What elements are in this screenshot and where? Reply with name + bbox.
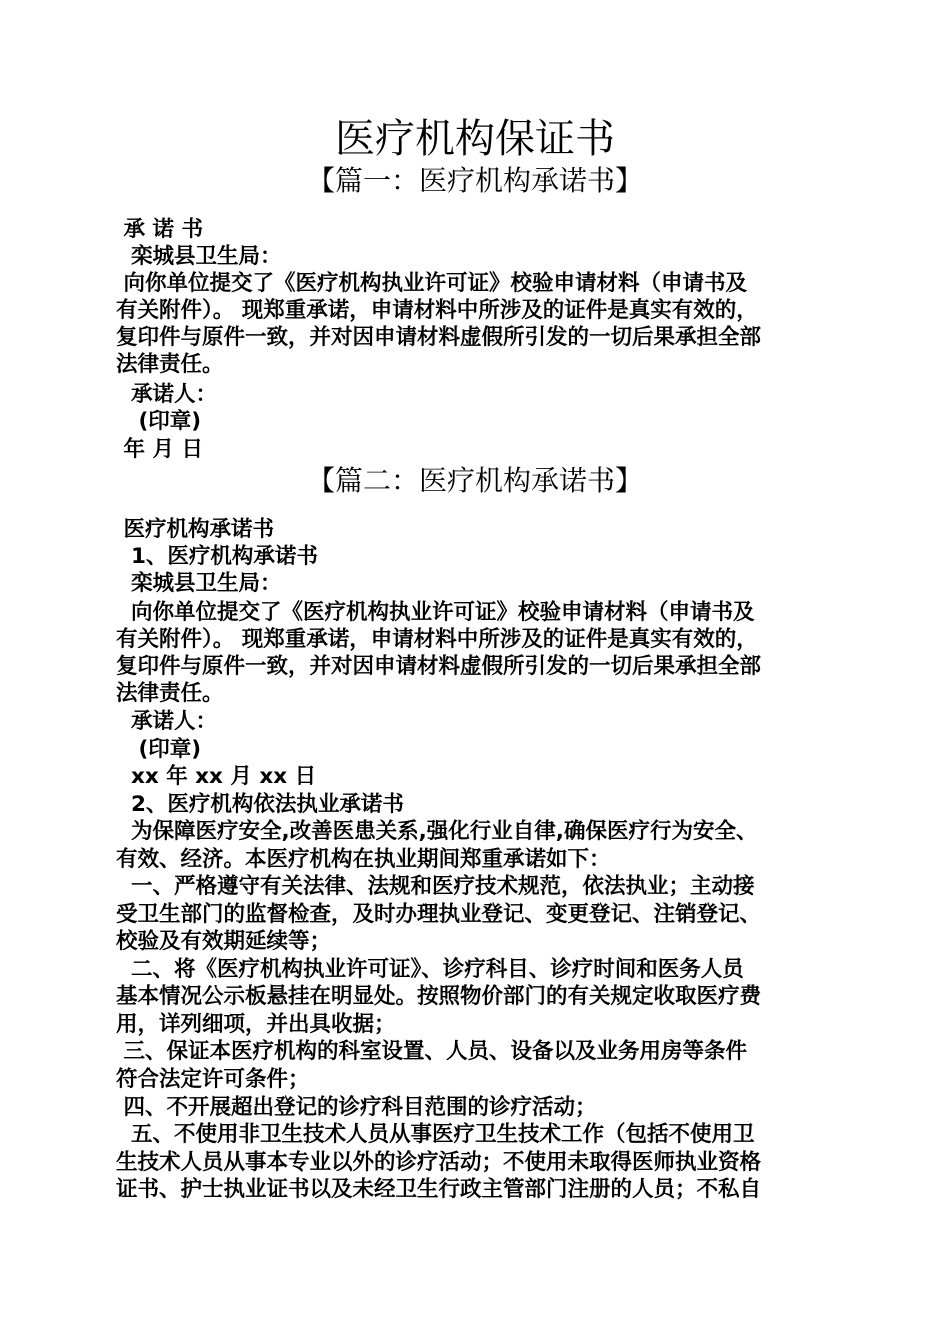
- body-line: 为保障医疗安全,改善医患关系,强化行业自律,确保医疗行为安全、: [116, 819, 758, 844]
- body-line: 二、将《医疗机构执业许可证》、诊疗科目、诊疗时间和医务人员: [116, 957, 744, 982]
- body-line: 栾城县卫生局：: [116, 571, 282, 596]
- body-line: 校验及有效期延续等；: [116, 929, 332, 954]
- body-line: 2、医疗机构依法执业承诺书: [116, 792, 404, 817]
- body-line: 承诺人：: [116, 382, 217, 407]
- body-line: 医疗机构承诺书: [116, 517, 274, 542]
- body-line: 向你单位提交了《医疗机构执业许可证》校验申请材料（申请书及: [116, 600, 755, 625]
- body-line: 有效、经济。本医疗机构在执业期间郑重承诺如下：: [116, 847, 611, 872]
- body-line: 法律责任。: [116, 352, 224, 377]
- body-line: 用，详列细项，并出具收据；: [116, 1012, 396, 1037]
- body-line: 四、不开展超出登记的诊疗科目范围的诊疗活动；: [116, 1095, 597, 1120]
- body-line: (印章): [116, 409, 202, 434]
- body-line: 受卫生部门的监督检查，及时办理执业登记、变更登记、注销登记、: [116, 902, 762, 927]
- body-line: 栾城县卫生局：: [116, 244, 282, 269]
- document-title: 医疗机构保证书: [335, 116, 615, 162]
- body-line: 向你单位提交了《医疗机构执业许可证》校验申请材料（申请书及: [116, 271, 747, 296]
- body-line: 有关附件）。 现郑重承诺，申请材料中所涉及的证件是真实有效的，: [116, 298, 758, 323]
- body-line: 复印件与原件一致，并对因申请材料虚假所引发的一切后果承担全部: [116, 654, 762, 679]
- body-line: 生技术人员从事本专业以外的诊疗活动；不使用未取得医师执业资格: [116, 1150, 762, 1175]
- section-heading-part2: 【篇二：医疗机构承诺书】: [306, 464, 643, 497]
- section-heading-part1: 【篇一：医疗机构承诺书】: [306, 164, 643, 197]
- body-line: 有关附件）。 现郑重承诺，申请材料中所涉及的证件是真实有效的，: [116, 627, 758, 652]
- body-line: 承诺人：: [116, 709, 217, 734]
- body-line: 基本情况公示板悬挂在明显处。按照物价部门的有关规定收取医疗费: [116, 984, 762, 1009]
- body-line: 三、保证本医疗机构的科室设置、人员、设备以及业务用房等条件: [116, 1039, 747, 1064]
- body-line: 一、严格遵守有关法律、法规和医疗技术规范，依法执业；主动接: [116, 874, 755, 899]
- body-line: (印章): [116, 737, 202, 762]
- body-line: 符合法定许可条件；: [116, 1067, 310, 1092]
- body-line: 复印件与原件一致，并对因申请材料虚假所引发的一切后果承担全部: [116, 325, 762, 350]
- body-line: 五、不使用非卫生技术人员从事医疗卫生技术工作（包括不使用卫: [116, 1122, 755, 1147]
- body-line: 1、医疗机构承诺书: [116, 544, 318, 569]
- body-line: 法律责任。: [116, 681, 224, 706]
- body-line: 年 月 日: [116, 437, 203, 462]
- body-line: 承 诺 书: [116, 217, 203, 242]
- body-line: 证书、护士执业证书以及未经卫生行政主管部门注册的人员；不私自: [116, 1177, 762, 1202]
- body-line: xx 年 xx 月 xx 日: [116, 764, 317, 789]
